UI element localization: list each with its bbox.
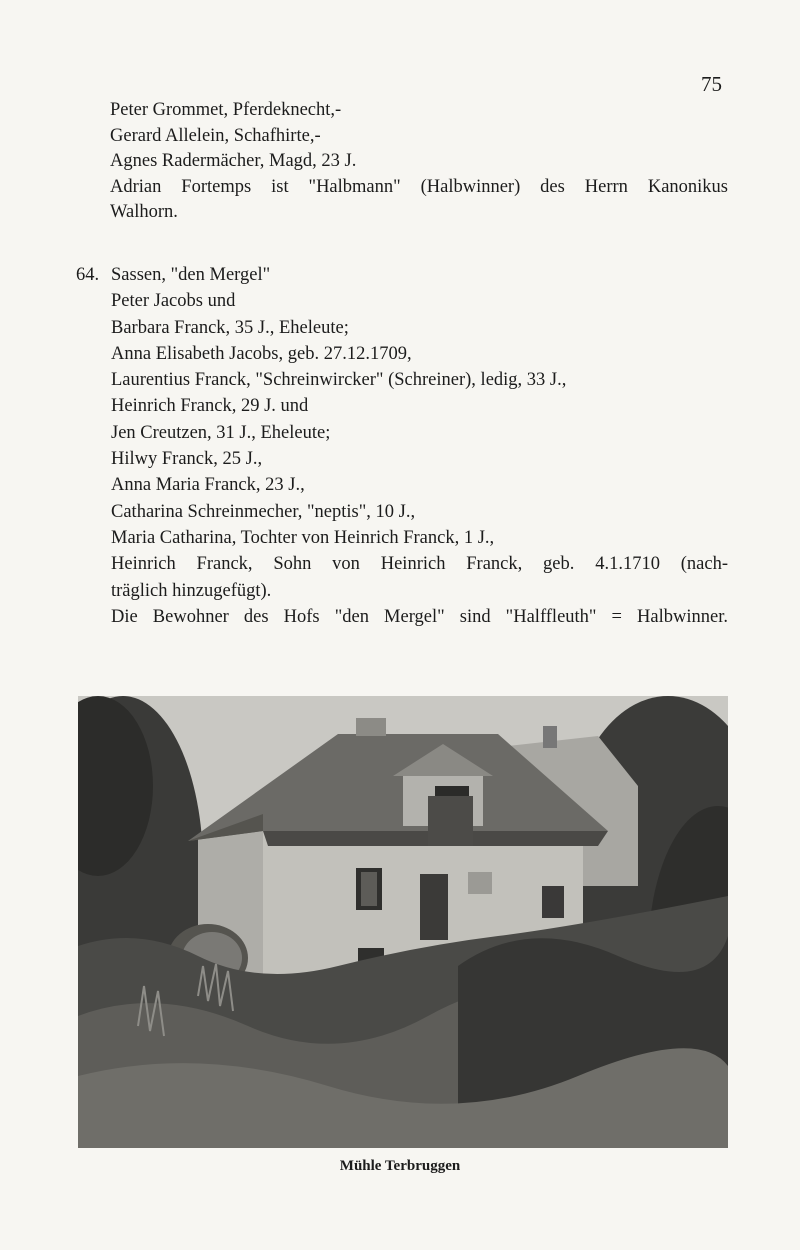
intro-line: Gerard Allelein, Schafhirte,- <box>110 125 321 146</box>
entry-line: Maria Catharina, Tochter von Heinrich Franck, 1 J., <box>111 527 495 548</box>
photo-caption: Mühle Terbruggen <box>339 1158 461 1174</box>
mill-photo-illustration <box>78 696 728 1148</box>
intro-text-block <box>110 98 728 226</box>
intro-line: Walhorn. <box>110 202 178 223</box>
entry-line: Heinrich Franck, Sohn von Heinrich Franck, geb. 4.1.1710 (nach- <box>111 554 728 575</box>
entry-number: 64. <box>76 265 100 285</box>
entry-line: Anna Maria Franck, 23 J., <box>111 475 305 496</box>
entry-line: Die Bewohner des Hofs "den Mergel" sind "Halffleuth" = Halbwinner. <box>111 606 728 627</box>
entry-line: Barbara Franck, 35 J., Eheleute; <box>111 317 349 338</box>
entry-line: Hilwy Franck, 25 J., <box>111 449 263 470</box>
entry-line: Peter Jacobs und <box>111 291 236 312</box>
entry-line: Heinrich Franck, 29 J. und <box>111 396 309 417</box>
entry-line: Sassen, "den Mergel" <box>111 265 271 285</box>
entry-line: Catharina Schreinmecher, "neptis", 10 J., <box>111 501 416 522</box>
entry-line: Anna Elisabeth Jacobs, geb. 27.12.1709, <box>111 343 412 364</box>
entry-64 <box>76 262 728 630</box>
entry-line: Laurentius Franck, "Schreinwircker" (Schreiner), ledig, 33 J., <box>111 370 567 391</box>
intro-line: Agnes Radermächer, Magd, 23 J. <box>110 151 357 172</box>
intro-line: Peter Grommet, Pferdeknecht,- <box>110 100 342 120</box>
mill-photograph <box>78 696 728 1148</box>
entry-body <box>111 262 728 630</box>
entry-line: Jen Creutzen, 31 J., Eheleute; <box>111 422 331 443</box>
entry-line: träglich hinzugefügt). <box>111 580 272 601</box>
page-number: 75 <box>701 72 722 96</box>
intro-line: Adrian Fortemps ist "Halbmann" (Halbwinner) des Herrn Kanonikus <box>110 176 728 197</box>
